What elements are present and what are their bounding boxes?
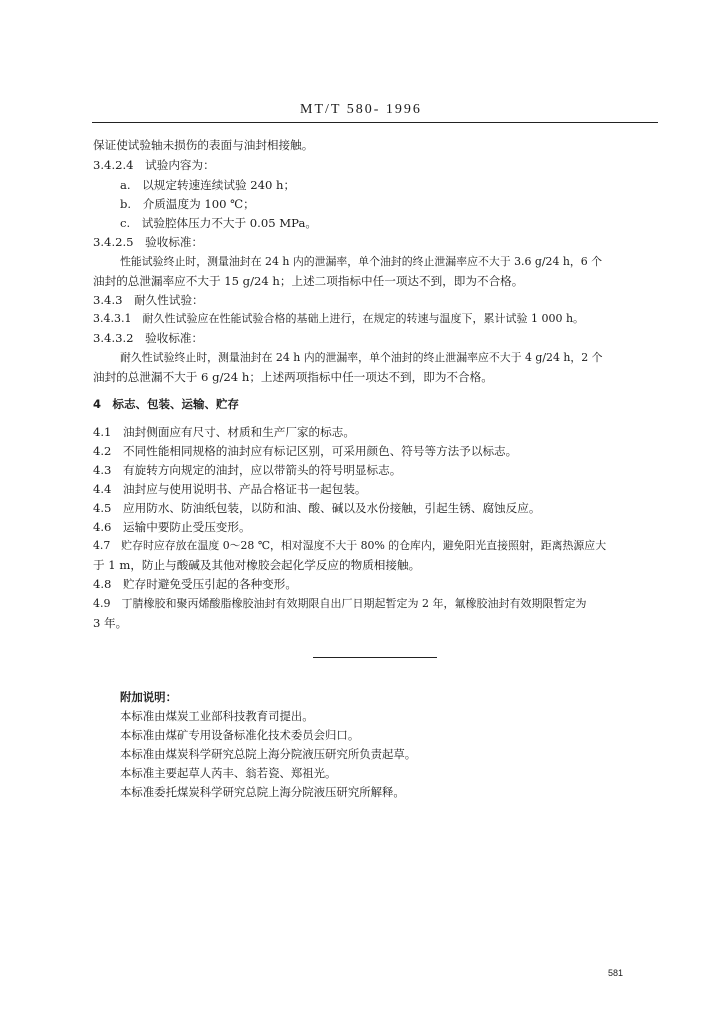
- body-line-8: 3.4.3 耐久性试验：: [93, 293, 204, 307]
- notes-line-4: 本标准委托煤炭科学研究总院上海分院液压研究所解释。: [120, 785, 405, 799]
- body-line-3: b. 介质温度为 100 ℃；: [120, 197, 255, 211]
- page-number: 581: [608, 968, 624, 978]
- standard-number: MT/T 580- 1996: [300, 102, 422, 117]
- end-divider: [313, 657, 437, 658]
- section-4-line-5: 4.6 运输中要防止受压变形。: [93, 520, 251, 534]
- section-4-line-1: 4.2 不同性能相同规格的油封应有标记区别，可采用颜色、符号等方法予以标志。: [93, 444, 518, 458]
- section-4-title: 4 标志、包装、运输、贮存: [93, 397, 240, 411]
- body-line-2: a. 以规定转速连续试验 240 h；: [120, 178, 296, 192]
- body-line-7: 油封的总泄漏率应不大于 15 g/24 h；上述二项指标中任一项达不到，即为不合格。: [93, 274, 524, 288]
- section-4-line-9: 4.9 丁腈橡胶和聚丙烯酸脂橡胶油封有效期限自出厂日期起暂定为 2 年，氟橡胶油封有效期限暂定为: [93, 597, 587, 610]
- section-4-line-6: 4.7 贮存时应存放在温度 0～28 ℃，相对湿度不大于 80% 的仓库内，避免阳光直接照射，距离热源应大: [93, 539, 607, 552]
- section-4-line-2: 4.3 有旋转方向规定的油封，应以带箭头的符号明显标志。: [93, 463, 402, 477]
- notes-line-2: 本标准由煤炭科学研究总院上海分院液压研究所负责起草。: [120, 747, 417, 761]
- notes-line-1: 本标准由煤矿专用设备标准化技术委员会归口。: [120, 728, 360, 742]
- header-rule: [92, 122, 658, 123]
- section-4-line-8: 4.8 贮存时避免受压引起的各种变形。: [93, 577, 297, 591]
- body-line-1: 3.4.2.4 试验内容为：: [93, 158, 215, 172]
- section-4-line-3: 4.4 油封应与使用说明书、产品合格证书一起包装。: [93, 482, 367, 496]
- body-line-12: 油封的总泄漏不大于 6 g/24 h；上述两项指标中任一项达不到，即为不合格。: [93, 370, 493, 384]
- body-line-5: 3.4.2.5 验收标准：: [93, 235, 204, 249]
- body-line-9: 3.4.3.1 耐久性试验应在性能试验合格的基础上进行，在规定的转速与温度下，累计试验 1 000 h。: [93, 312, 585, 325]
- body-line-4: c. 试验腔体压力不大于 0.05 MPa。: [120, 216, 317, 230]
- body-line-10: 3.4.3.2 验收标准：: [93, 331, 204, 345]
- section-4-line-10: 3 年。: [93, 616, 128, 630]
- page-header: [0, 98, 722, 124]
- body-line-0: 保证使试验轴未损伤的表面与油封相接触。: [93, 138, 314, 152]
- notes-title: 附加说明：: [120, 690, 177, 704]
- section-4-line-0: 4.1 油封侧面应有尺寸、材质和生产厂家的标志。: [93, 425, 355, 439]
- body-line-11: 耐久性试验终止时，测量油封在 24 h 内的泄漏率，单个油封的终止泄漏率应不大于 4 g/24 h，2 个: [120, 351, 603, 364]
- section-4-line-4: 4.5 应用防水、防油纸包装，以防和油、酸、碱以及水份接触，引起生锈、腐蚀反应。: [93, 501, 541, 515]
- notes-line-3: 本标准主要起草人芮丰、翁若瓷、郑祖光。: [120, 766, 337, 780]
- section-4-line-7: 于 1 m，防止与酸碱及其他对橡胶会起化学反应的物质相接触。: [93, 558, 421, 572]
- notes-line-0: 本标准由煤炭工业部科技教育司提出。: [120, 709, 314, 723]
- body-line-6: 性能试验终止时，测量油封在 24 h 内的泄漏率，单个油封的终止泄漏率应不大于 3.6 g/24 h，6 个: [120, 255, 603, 268]
